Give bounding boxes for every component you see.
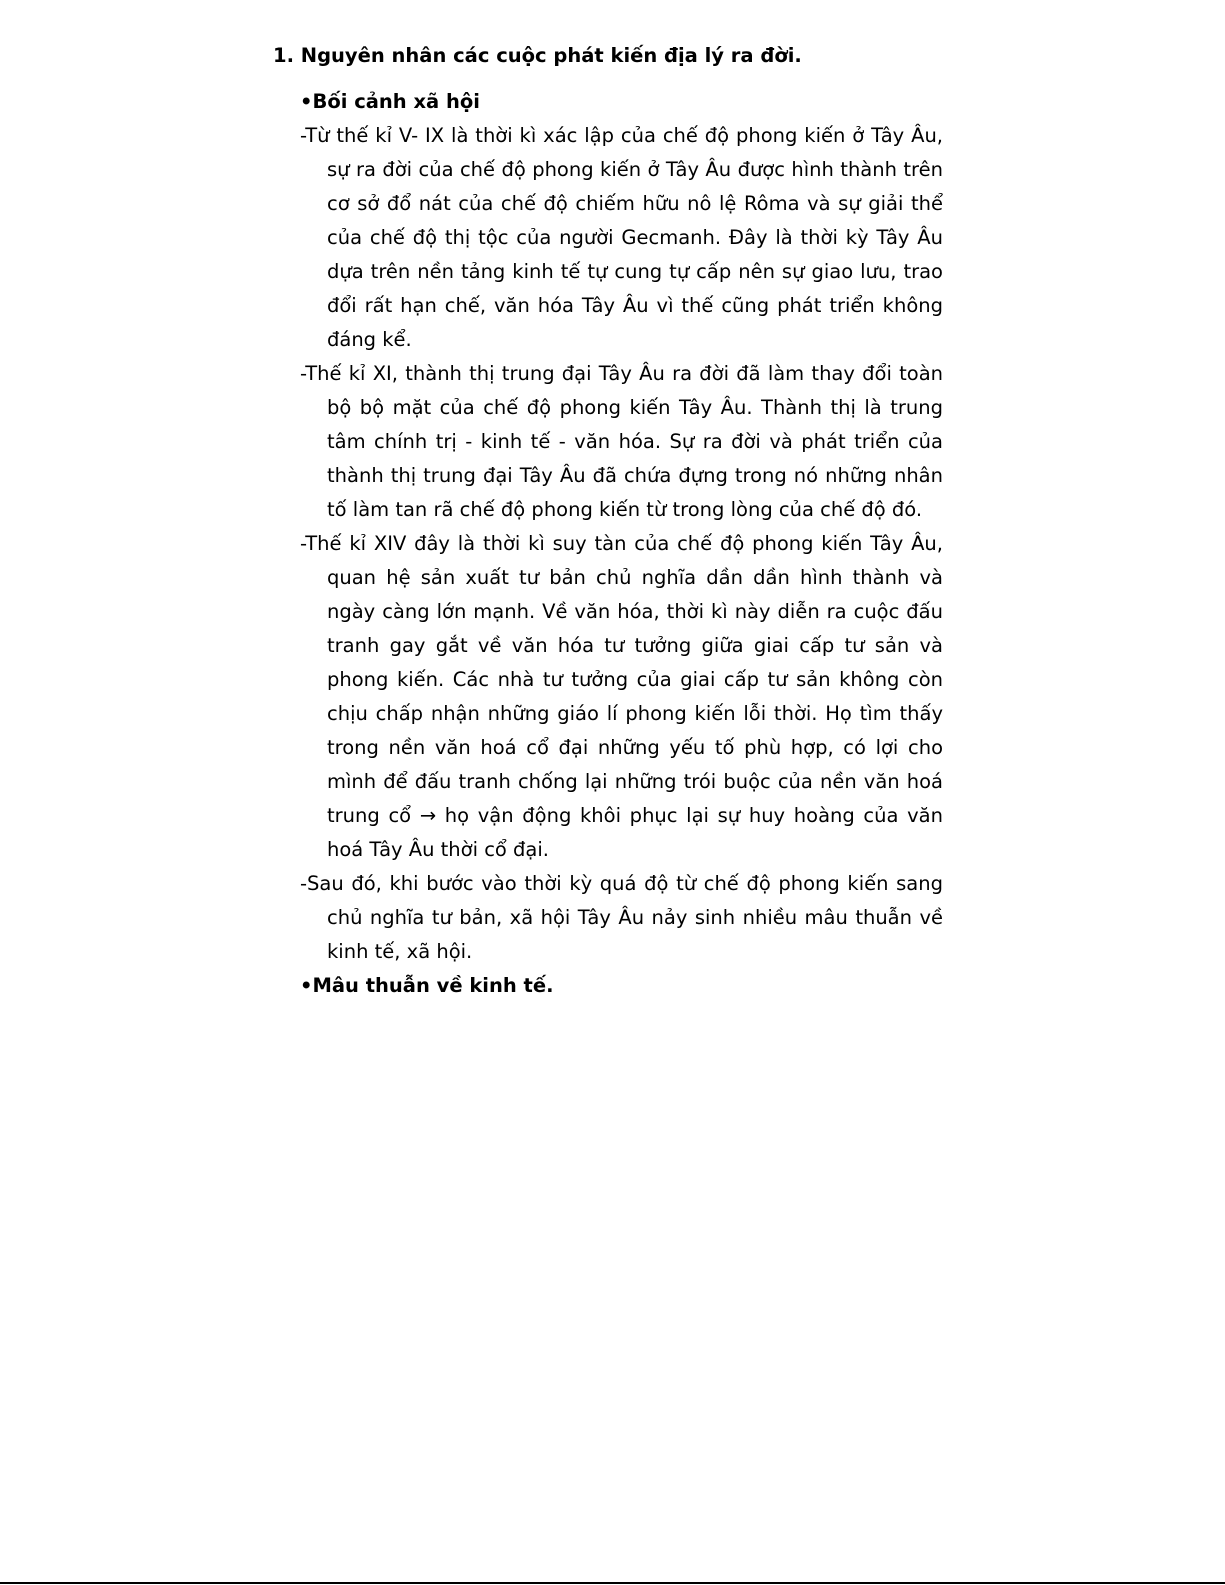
section-heading: 1. Nguyên nhân các cuộc phát kiến địa lý ra đời. bbox=[273, 44, 802, 67]
bullet-heading-economic-conflict: •Mâu thuẫn về kinh tế. bbox=[300, 974, 554, 997]
paragraph-xiv-century: -Thế kỉ XIV đây là thời kì suy tàn của chế độ phong kiến Tây Âu, quan hệ sản xuất tư bản chủ nghĩa dần dần hình thành và ngày càng lớn mạnh. Về văn hóa, thời kì này diễn ra cuộc đấu tranh gay gắt về văn hóa tư tưởng giữa giai cấp tư sản và phong kiến. Các nhà tư tưởng của giai cấp tư sản không còn chịu chấp nhận những giáo lí phong kiến lỗi thời. Họ tìm thấy trong nền văn hoá cổ đại những yếu tố phù hợp, có lợi cho mình để đấu tranh chống lại những trói buộc của nền văn hoá trung cổ → họ vận động khôi phục lại sự huy hoàng của văn hoá Tây Âu thời cổ đại. bbox=[300, 532, 943, 861]
paragraph-transition-period: -Sau đó, khi bước vào thời kỳ quá độ từ chế độ phong kiến sang chủ nghĩa tư bản, xã hội Tây Âu nảy sinh nhiều mâu thuẫn về kinh tế, xã hội. bbox=[300, 872, 943, 963]
document-body bbox=[300, 85, 943, 1003]
paragraph-v-ix-century: -Từ thế kỉ V- IX là thời kì xác lập của chế độ phong kiến ở Tây Âu, sự ra đời của chế độ phong kiến ở Tây Âu được hình thành trên cơ sở đổ nát của chế độ chiếm hữu nô lệ Rôma và sự giải thể của chế độ thị tộc của người Gecmanh. Đây là thời kỳ Tây Âu dựa trên nền tảng kinh tế tự cung tự cấp nên sự giao lưu, trao đổi rất hạn chế, văn hóa Tây Âu vì thế cũng phát triển không đáng kể. bbox=[300, 124, 943, 351]
page-bottom-border bbox=[0, 1582, 1225, 1584]
paragraph-xi-century: -Thế kỉ XI, thành thị trung đại Tây Âu ra đời đã làm thay đổi toàn bộ bộ mặt của chế độ phong kiến Tây Âu. Thành thị là trung tâm chính trị - kinh tế - văn hóa. Sự ra đời và phát triển của thành thị trung đại Tây Âu đã chứa đựng trong nó những nhân tố làm tan rã chế độ phong kiến từ trong lòng của chế độ đó. bbox=[300, 362, 943, 521]
bullet-heading-social-context: •Bối cảnh xã hội bbox=[300, 90, 480, 113]
